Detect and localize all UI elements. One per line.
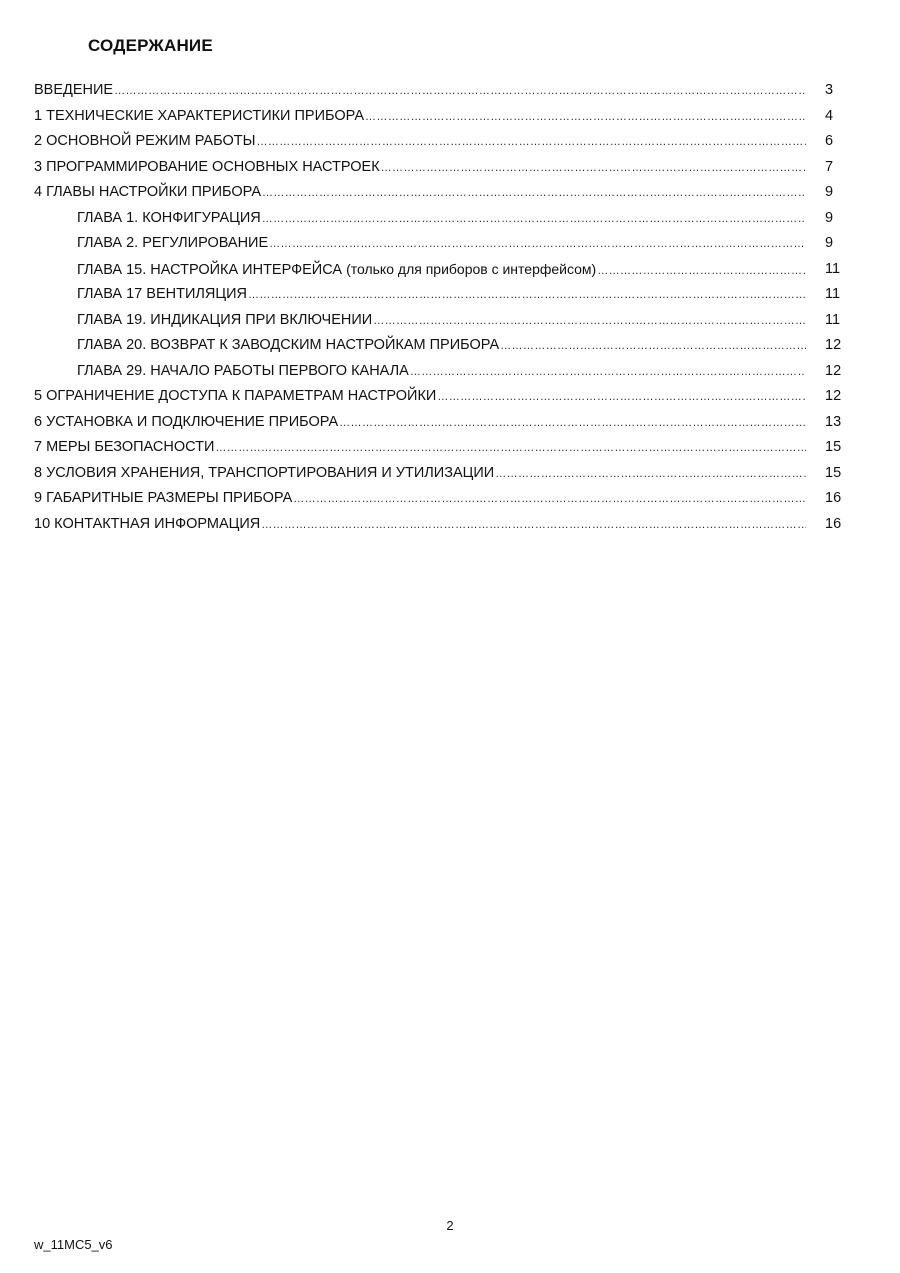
toc-entry-leader-line <box>77 359 806 386</box>
toc-entry-title: ВВЕДЕНИЕ <box>34 82 114 98</box>
toc-entry-label <box>77 333 499 359</box>
toc-entry-leader-line <box>77 257 806 285</box>
toc-entry-title: ГЛАВА 19. ИНДИКАЦИЯ ПРИ ВКЛЮЧЕНИИ <box>77 311 373 328</box>
toc-entry-page-number: 16 <box>825 515 842 532</box>
toc-entry-note: (только для приборов с интерфейсом) <box>346 260 597 277</box>
page-number: 2 <box>446 1218 454 1233</box>
toc-entry-label <box>34 512 260 538</box>
toc-entry-leader-line <box>34 104 806 131</box>
toc-entry[interactable] <box>34 155 844 181</box>
toc-entry-label <box>34 155 380 181</box>
toc-entry-label <box>34 461 494 487</box>
page-title: СОДЕРЖАНИЕ <box>88 36 213 55</box>
toc-entry-label <box>77 282 247 308</box>
toc-entry-leader-line <box>34 512 806 539</box>
toc-entry[interactable] <box>34 180 844 206</box>
document-code: w_11MC5_v6 <box>34 1237 113 1252</box>
toc-dot-leader <box>373 309 806 335</box>
toc-entry-page-number: 12 <box>825 362 842 379</box>
table-of-contents <box>34 78 844 537</box>
toc-entry-title: ГЛАВА 20. ВОЗВРАТ К ЗАВОДСКИМ НАСТРОЙКАМ ПРИБОРА <box>77 337 500 353</box>
toc-entry-page-number: 9 <box>825 235 834 251</box>
toc-entry-page-number: 15 <box>825 439 842 455</box>
toc-entry-page-number: 11 <box>825 286 841 302</box>
toc-entry[interactable] <box>34 384 844 410</box>
toc-entry-label <box>77 308 372 334</box>
toc-entry[interactable] <box>34 461 844 487</box>
toc-dot-leader <box>248 283 806 309</box>
toc-entry-title: 6 УСТАНОВКА И ПОДКЛЮЧЕНИЕ ПРИБОРА <box>34 413 339 430</box>
toc-entry-page-number: 3 <box>825 82 834 98</box>
toc-entry[interactable] <box>34 104 844 130</box>
toc-entry-title: 2 ОСНОВНОЙ РЕЖИМ РАБОТЫ <box>34 133 256 149</box>
toc-entry[interactable] <box>34 359 844 385</box>
toc-dot-leader <box>256 130 806 156</box>
toc-entry[interactable] <box>34 410 844 436</box>
toc-dot-leader <box>261 513 806 539</box>
toc-entry-title: 5 ОГРАНИЧЕНИЕ ДОСТУПА К ПАРАМЕТРАМ НАСТРОЙКИ <box>34 388 437 404</box>
toc-entry[interactable] <box>34 486 844 512</box>
toc-entry-title: 4 ГЛАВЫ НАСТРОЙКИ ПРИБОРА <box>34 184 261 200</box>
toc-entry-leader-line <box>77 333 806 360</box>
toc-entry-label <box>34 410 338 436</box>
toc-entry-leader-line <box>34 180 806 207</box>
toc-entry-page-number: 12 <box>825 337 842 353</box>
toc-entry-leader-line <box>77 282 806 309</box>
toc-dot-leader <box>339 411 806 437</box>
toc-dot-leader <box>269 232 806 258</box>
toc-entry[interactable] <box>34 231 844 257</box>
toc-dot-leader <box>495 462 806 488</box>
toc-entry-leader-line <box>34 410 806 437</box>
toc-entry-label <box>34 180 261 206</box>
toc-entry[interactable] <box>34 129 844 155</box>
toc-entry-title: 9 ГАБАРИТНЫЕ РАЗМЕРЫ ПРИБОРА <box>34 490 293 506</box>
toc-entry-title: ГЛАВА 29. НАЧАЛО РАБОТЫ ПЕРВОГО КАНАЛА <box>77 362 409 379</box>
toc-entry-label <box>34 486 292 512</box>
toc-entry[interactable] <box>34 308 844 334</box>
toc-entry-leader-line <box>34 78 806 105</box>
toc-entry-page-number: 12 <box>825 388 842 404</box>
toc-entry-leader-line <box>34 435 806 462</box>
toc-entry-page-number: 7 <box>825 158 834 175</box>
toc-entry-label <box>77 231 268 257</box>
toc-entry-leader-line <box>77 231 806 258</box>
toc-dot-leader <box>262 207 806 233</box>
toc-entry-title: ГЛАВА 15. НАСТРОЙКА ИНТЕРФЕЙСА <box>77 261 347 278</box>
toc-dot-leader <box>381 156 806 182</box>
toc-entry-leader-line <box>77 206 806 233</box>
toc-entry[interactable] <box>34 333 844 359</box>
toc-entry-title: 8 УСЛОВИЯ ХРАНЕНИЯ, ТРАНСПОРТИРОВАНИЯ И УТИЛИЗАЦИИ <box>34 464 495 481</box>
toc-dot-leader <box>215 436 806 462</box>
toc-entry-page-number: 9 <box>825 209 834 226</box>
toc-entry[interactable] <box>34 257 844 283</box>
toc-entry-label <box>34 435 214 461</box>
toc-entry-page-number: 16 <box>825 490 842 506</box>
toc-entry-leader-line <box>34 129 806 156</box>
toc-dot-leader <box>410 360 806 386</box>
toc-entry-leader-line <box>77 308 806 335</box>
toc-dot-leader <box>293 487 806 513</box>
toc-entry-page-number: 4 <box>825 107 834 124</box>
toc-entry-leader-line <box>34 461 806 488</box>
toc-entry[interactable] <box>34 206 844 232</box>
toc-entry-label <box>34 78 113 104</box>
toc-entry[interactable] <box>34 512 844 538</box>
toc-entry-leader-line <box>34 155 806 182</box>
toc-entry-title: 3 ПРОГРАММИРОВАНИЕ ОСНОВНЫХ НАСТРОЕК <box>34 158 380 175</box>
toc-entry-leader-line <box>34 486 806 513</box>
toc-entry[interactable] <box>34 78 844 104</box>
toc-entry-page-number: 11 <box>825 311 841 328</box>
toc-dot-leader <box>437 385 806 411</box>
toc-entry-label <box>34 104 364 130</box>
toc-entry-leader-line <box>34 384 806 411</box>
toc-entry-label <box>77 257 596 284</box>
toc-entry-label <box>77 359 409 385</box>
toc-dot-leader <box>500 334 806 360</box>
toc-entry-page-number: 6 <box>825 133 834 149</box>
toc-dot-leader <box>114 79 806 105</box>
toc-entry-title: 10 КОНТАКТНАЯ ИНФОРМАЦИЯ <box>34 515 261 532</box>
toc-entry-page-number: 15 <box>825 464 842 481</box>
toc-dot-leader <box>365 105 806 131</box>
toc-dot-leader <box>597 259 806 285</box>
toc-entry-page-number: 9 <box>825 184 834 200</box>
toc-entry-title: 7 МЕРЫ БЕЗОПАСНОСТИ <box>34 439 215 455</box>
toc-entry-page-number: 13 <box>825 413 842 430</box>
toc-entry-title: ГЛАВА 2. РЕГУЛИРОВАНИЕ <box>77 235 269 251</box>
toc-entry-label <box>34 129 255 155</box>
toc-dot-leader <box>262 181 806 207</box>
toc-entry-title: 1 ТЕХНИЧЕСКИЕ ХАРАКТЕРИСТИКИ ПРИБОРА <box>34 107 365 124</box>
toc-entry-title: ГЛАВА 17 ВЕНТИЛЯЦИЯ <box>77 286 247 302</box>
toc-entry[interactable] <box>34 282 844 308</box>
toc-entry-title: ГЛАВА 1. КОНФИГУРАЦИЯ <box>77 209 261 226</box>
toc-entry-label <box>34 384 436 410</box>
toc-entry[interactable] <box>34 435 844 461</box>
toc-entry-page-number: 11 <box>825 260 841 277</box>
toc-entry-label <box>77 206 261 232</box>
